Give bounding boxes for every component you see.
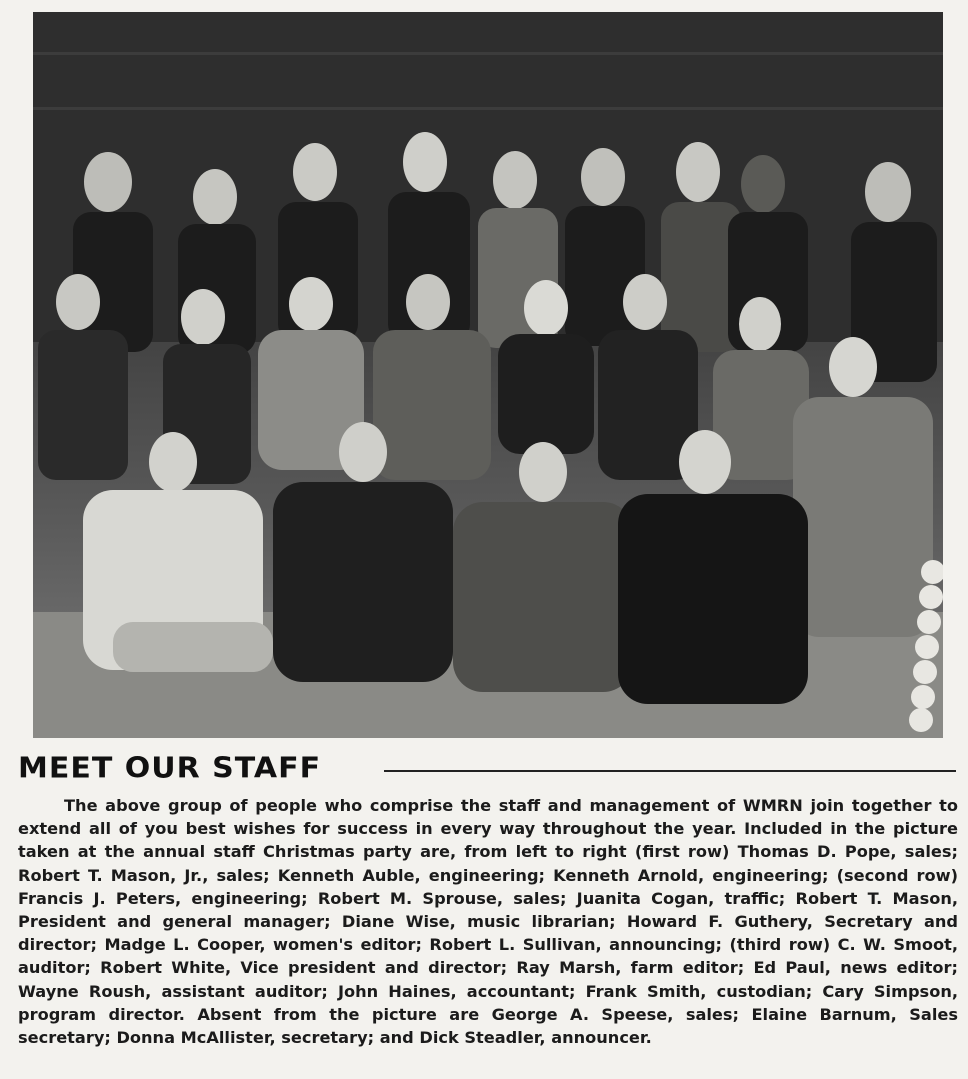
staff-group-photo xyxy=(33,12,943,738)
article-body: The above group of people who comprise the staff and management of WMRN join together to extend all of you best wishes for success in every way throughout the year. Included in the picture taken at the annual staff Christmas party are, from left to right (first row) Thomas D. Pope, sales; Robert T. Mason, Jr., sales; Kenneth Auble, engineering; Kenneth Arnold, engineering; (second row) Francis J. Peters, engineering; Robert M. Sprouse, sales; Juanita Cogan, traffic; Robert T. Mason, President and general manager; Diane Wise, music librarian; Howard F. Guthery, Secretary and director; Madge L. Cooper, women's editor; Robert L. Sullivan, announcing; (third row) C. W. Smoot, auditor; Robert White, Vice president and director; Ray Marsh, farm editor; Ed Paul, news editor; Wayne Roush, assistant auditor; John Haines, accountant; Frank Smith, custodian; Cary Simpson, program director. Absent from the picture are George A. Speese, sales; Elaine Barnum, Sales secretary; Donna McAllister, secretary; and Dick Steadler, announcer. xyxy=(18,796,958,1048)
article-heading-row xyxy=(18,752,958,786)
heading-rule xyxy=(384,770,956,772)
staff-photo-illustration xyxy=(33,12,943,738)
article-heading: MEET OUR STAFF xyxy=(18,752,322,786)
